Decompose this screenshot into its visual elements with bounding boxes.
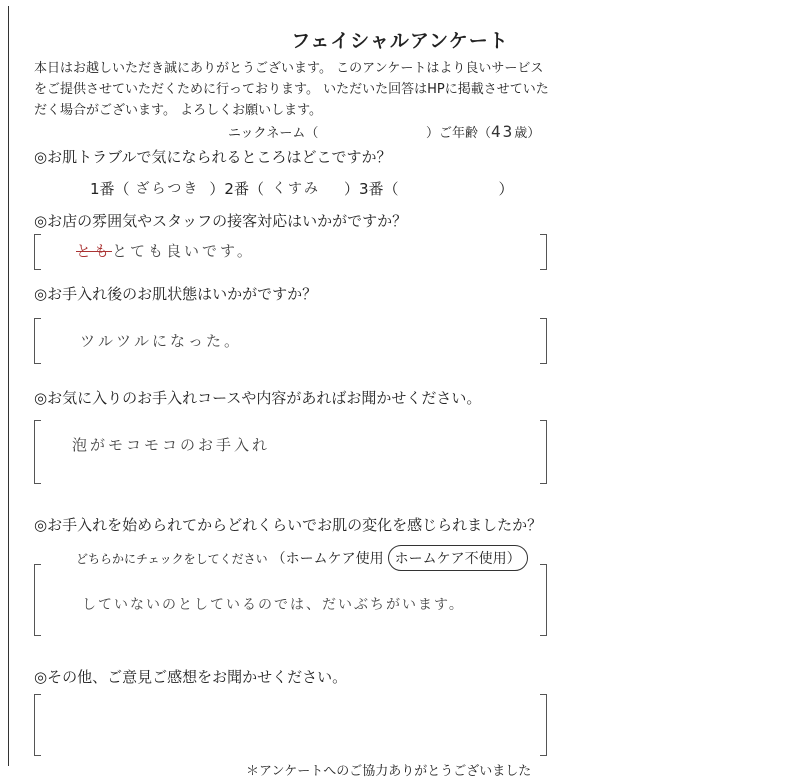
age-field: [426, 122, 540, 141]
question-2: ◎お店の雰囲気やスタッフの接客対応はいかがですか？: [34, 212, 408, 230]
answer-2-strikeout: とも: [76, 242, 113, 260]
rank2-value: くすみ: [271, 181, 320, 197]
rank1-label: 1番（: [90, 180, 130, 198]
answer-3-bracket-right: [540, 318, 547, 364]
nickname-label: ニックネーム（: [228, 126, 319, 141]
answer-2: [76, 240, 255, 261]
option-homecare-used[interactable]: （ホームケア使用: [271, 551, 384, 567]
answer-2-bracket-left: [34, 234, 41, 270]
rank3-close: ）: [498, 180, 514, 198]
question-4: ◎お気に入りのお手入れコースや内容があればお聞かせください。: [34, 389, 482, 407]
question-5: ◎お手入れを始められてからどれくらいでお肌の変化を感じられましたか？: [34, 516, 543, 534]
age-value: 43: [491, 122, 515, 141]
footer-thanks: ＊アンケートへのご協力ありがとうございました: [246, 764, 532, 779]
rank1-value: ざらつき: [135, 181, 200, 197]
answer-2-bracket-right: [540, 234, 547, 270]
answer-5: していないのとしているのでは、だいぶちがいます。: [82, 597, 465, 613]
answer-3-bracket-left: [34, 318, 41, 364]
rank2-label: ）2番（: [209, 180, 264, 198]
answer-6-bracket-left: [34, 694, 41, 756]
age-suffix: 歳）: [514, 126, 541, 141]
answer-3: ツルツルになった。: [80, 332, 243, 350]
page-left-border: [8, 6, 9, 766]
answer-6-bracket-right: [540, 694, 547, 756]
intro-text: 本日はお越しいただき誠にありがとうございます。 このアンケートはより良いサービスをご提供させていただくために行っております。 いただいた回答はHPに掲載させていただく場合がございます。 よろしくお願いします。: [34, 61, 549, 118]
answer-4: 泡がモコモコのお手入れ: [72, 436, 271, 454]
check-instruction: どちらかにチェックをしてください: [76, 551, 268, 566]
answer-4-bracket-left: [34, 420, 41, 484]
rank3-label: ）3番（: [343, 180, 399, 198]
answer-2-text: とても良いです。: [112, 242, 255, 260]
answer-4-bracket-right: [540, 420, 547, 484]
question-6: ◎その他、ご意見ご感想をお聞かせください。: [34, 668, 348, 686]
ranking-row: [90, 178, 514, 199]
homecare-check-row: [76, 545, 528, 571]
age-label: ）ご年齢（: [426, 126, 492, 141]
answer-5-bracket-left: [34, 564, 41, 636]
answer-5-bracket-right: [540, 564, 547, 636]
option-homecare-not-used[interactable]: ホームケア不使用）: [388, 545, 528, 571]
question-3: ◎お手入れ後のお肌状態はいかがですか？: [34, 285, 318, 303]
survey-title: フェイシャルアンケート: [291, 30, 509, 52]
question-1: ◎お肌トラブルで気になられるところはどこですか？: [34, 148, 392, 166]
